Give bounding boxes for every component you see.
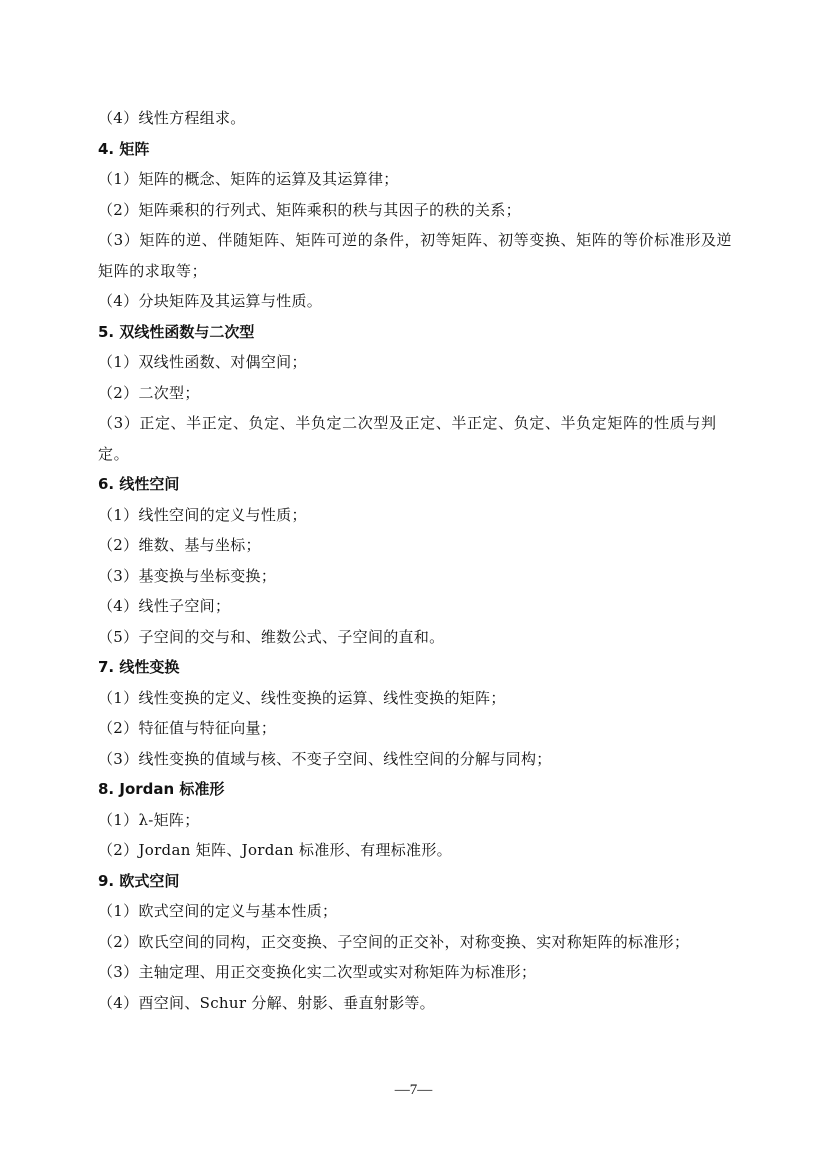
list-item: （1）线性空间的定义与性质； bbox=[98, 505, 307, 524]
list-item: （3）主轴定理、用正交变换化实二次型或实对称矩阵为标准形； bbox=[98, 963, 537, 981]
list-item: （4）线性方程组求。 bbox=[98, 109, 246, 127]
list-item: （3）矩阵的逆、伴随矩阵、矩阵可逆的条件，初等矩阵、初等变换、矩阵的等价标准形及逆矩阵的求取等； bbox=[98, 231, 733, 280]
list-item: （4）分块矩阵及其运算与性质。 bbox=[98, 292, 323, 310]
list-item: （2）矩阵乘积的行列式、矩阵乘积的秩与其因子的秩的关系； bbox=[98, 200, 521, 219]
list-item: （2）维数、基与坐标； bbox=[98, 536, 261, 554]
list-item: （2）二次型； bbox=[98, 383, 200, 402]
page-number: —7— bbox=[394, 1082, 433, 1098]
list-item: （1）欧式空间的定义与基本性质； bbox=[98, 902, 338, 920]
section-heading-jordan: 8. Jordan 标准形 bbox=[98, 780, 225, 798]
list-item: （1）线性变换的定义、线性变换的运算、线性变换的矩阵； bbox=[98, 688, 506, 707]
list-item: （5）子空间的交与和、维数公式、子空间的直和。 bbox=[98, 627, 445, 646]
section-heading-matrix: 4. 矩阵 bbox=[98, 139, 150, 158]
list-item: （2）Jordan 矩阵、Jordan 标准形、有理标准形。 bbox=[98, 841, 452, 859]
list-item: （4）酉空间、Schur 分解、射影、垂直射影等。 bbox=[98, 993, 435, 1012]
list-item: （3）正定、半正定、负定、半负定二次型及正定、半正定、负定、半负定矩阵的性质与判定。 bbox=[98, 414, 717, 463]
list-item: （3）线性变换的值域与核、不变子空间、线性空间的分解与同构； bbox=[98, 749, 552, 768]
syllabus-content bbox=[98, 103, 738, 1018]
section-heading-euclidean: 9. 欧式空间 bbox=[98, 871, 180, 890]
list-item: （2）欧氏空间的同构，正交变换、子空间的正交补，对称变换、实对称矩阵的标准形； bbox=[98, 932, 690, 951]
section-heading-linear-transform: 7. 线性变换 bbox=[98, 658, 180, 676]
list-item: （4）线性子空间； bbox=[98, 597, 231, 615]
section-heading-linear-space: 6. 线性空间 bbox=[98, 475, 180, 493]
list-item: （1）双线性函数、对偶空间； bbox=[98, 353, 307, 371]
list-item: （1）矩阵的概念、矩阵的运算及其运算律； bbox=[98, 170, 399, 188]
list-item: （1）λ-矩阵； bbox=[98, 810, 200, 829]
list-item: （2）特征值与特征向量； bbox=[98, 719, 277, 737]
section-heading-bilinear: 5. 双线性函数与二次型 bbox=[98, 322, 255, 341]
list-item: （3）基变换与坐标变换； bbox=[98, 566, 277, 585]
